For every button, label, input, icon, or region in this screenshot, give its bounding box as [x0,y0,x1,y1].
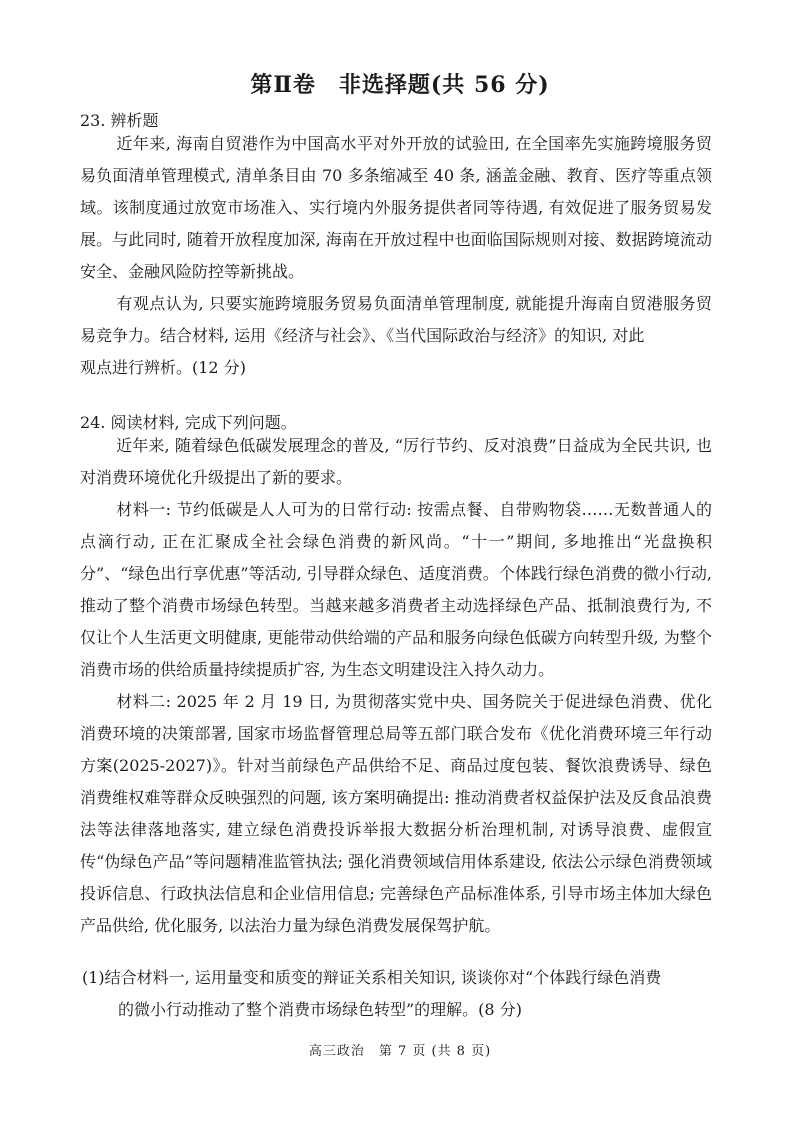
page-footer: 高三政治 第 7 页 (共 8 页) [308,1044,492,1059]
question-23-heading: 23. 辨析题 [80,111,159,130]
question-23-prompt-text: 有观点认为, 只要实施跨境服务贸易负面清单管理制度, 就能提升海南自贸港服务贸易竞争力。结合材料, 运用《经济与社会》、《当代国际政治与经济》的知识, 对此 [80,294,712,345]
question-24-intro [80,430,712,494]
question-24-heading: 24. 阅读材料, 完成下列问题。 [80,413,297,432]
question-23-material-text: 近年来, 海南自贸港作为中国高水平对外开放的试验田, 在全国率先实施跨境服务贸易负面清单管理模式, 清单条目由 70 多条缩减至 40 条, 涵盖金融、教育、医疗等重点领域。该制度通过放宽市场准入、实行境内外服务提供者同等待遇, 有效促进了服务贸易发展。与此同时, 随着开放程度加深, 海南在开放过程中也面临国际规则对接、数据跨境流动安全、金融风险防控等新挑战。 [80,134,712,281]
material-one [80,494,712,686]
material-one-text: 材料一: 节约低碳是人人可为的日常行动: 按需点餐、自带购物袋……无数普通人的点滴行动, 正在汇聚成全社会绿色消费的新风尚。“十一”期间, 多地推出“光盘换积分”、“绿色出行享优惠”等活动, 引导群众绿色、适度消费。个体践行绿色消费的微小行动, 推动了整个消费市场绿色转型。当越来越多消费者主动选择绿色产品、抵制浪费行为, 不仅让个人生活更文明健康, 更能带动供给端的产品和服务向绿色低碳方向转型升级, 为整个消费市场的供给质量持续提质扩容, 为生态文明建设注入持久动力。 [80,500,712,679]
question-23-material [80,128,712,288]
material-two [80,686,712,942]
material-two-text: 材料二: 2025 年 2 月 19 日, 为贯彻落实党中央、国务院关于促进绿色消费、优化消费环境的决策部署, 国家市场监督管理总局等五部门联合发布《优化消费环境三年行动方案(2025-2027)》。针对当前绿色产品供给不足、商品过度包装、餐饮浪费诱导、绿色消费维权难等群众反映强烈的问题, 该方案明确提出: 推动消费者权益保护法及反食品浪费法等法律落地落实, 建立绿色消费投诉举报大数据分析治理机制, 对诱导浪费、虚假宣传“伪绿色产品”等问题精准监管执法; 强化消费领域信用体系建设, 依法公示绿色消费领域投诉信息、行政执法信息和企业信用信息; 完善绿色产品标准体系, 引导市场主体加大绿色产品供给, 优化服务, 以法治力量为绿色消费发展保驾护航。 [80,692,712,935]
sub-question-1-line1: (1)结合材料一, 运用量变和质变的辩证关系相关知识, 谈谈你对“个体践行绿色消费 [82,968,662,987]
sub-question-1 [82,962,712,1026]
question-24-intro-text: 近年来, 随着绿色低碳发展理念的普及, “厉行节约、反对浪费”日益成为全民共识, 也对消费环境优化升级提出了新的要求。 [80,436,712,487]
section-title: 第Ⅱ卷 非选择题(共 56 分) [250,72,550,98]
question-23-prompt [80,288,712,352]
question-23-prompt-end: 观点进行辨析。(12 分) [80,358,246,377]
sub-question-1-line2: 的微小行动推动了整个消费市场绿色转型”的理解。(8 分) [118,1000,522,1019]
